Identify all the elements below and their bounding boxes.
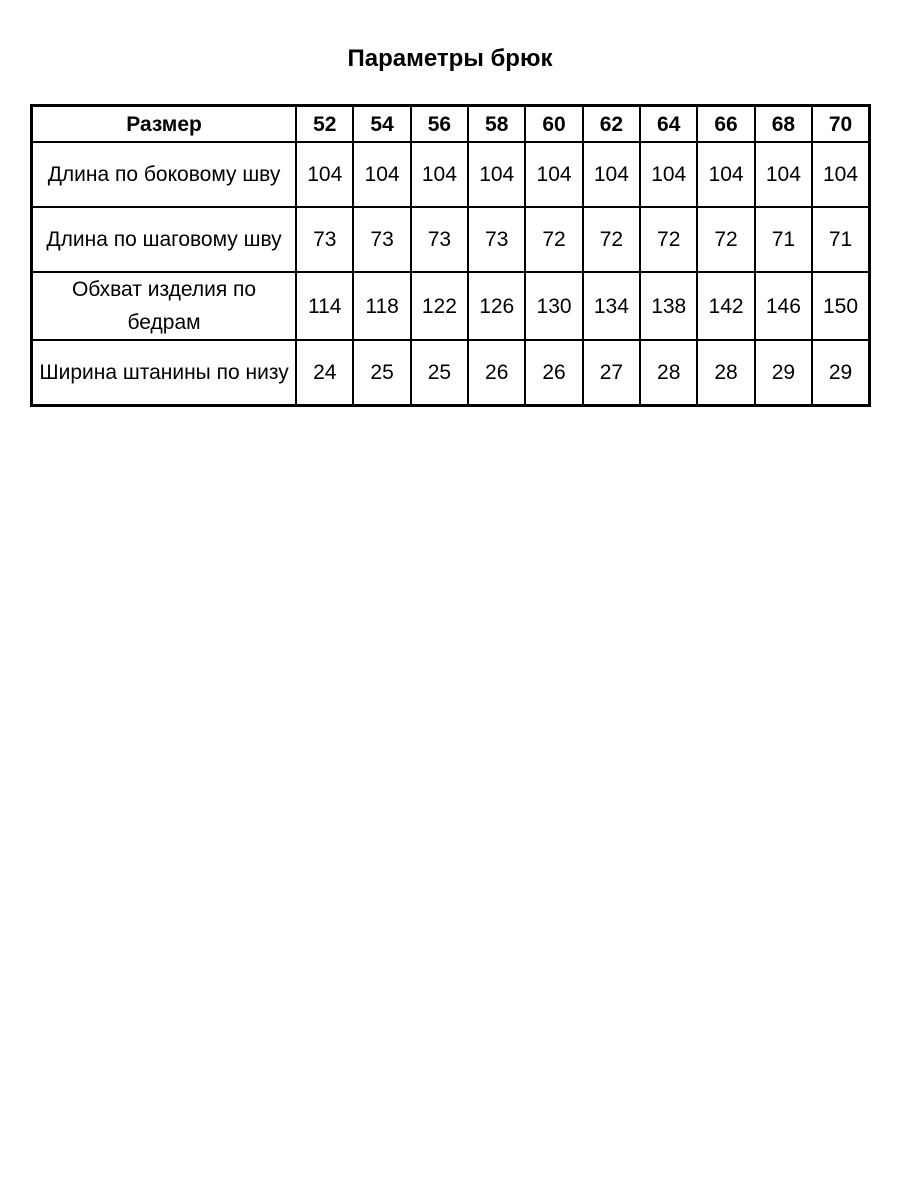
- value-cell: 130: [525, 272, 582, 340]
- value-cell: 104: [812, 142, 869, 207]
- value-cell: 73: [353, 207, 410, 272]
- size-header-cell: 54: [353, 106, 410, 143]
- value-cell: 28: [697, 340, 754, 406]
- value-cell: 26: [525, 340, 582, 406]
- value-cell: 104: [296, 142, 353, 207]
- table-row: [32, 340, 870, 406]
- table-row: [32, 142, 870, 207]
- value-cell: 28: [640, 340, 697, 406]
- value-cell: 73: [468, 207, 525, 272]
- size-header-cell: 52: [296, 106, 353, 143]
- value-cell: 150: [812, 272, 869, 340]
- value-cell: 104: [468, 142, 525, 207]
- value-cell: 104: [697, 142, 754, 207]
- value-cell: 118: [353, 272, 410, 340]
- table-row: [32, 272, 870, 340]
- value-cell: 26: [468, 340, 525, 406]
- size-header-cell: 70: [812, 106, 869, 143]
- value-cell: 138: [640, 272, 697, 340]
- size-header-cell: 62: [583, 106, 640, 143]
- value-cell: 72: [640, 207, 697, 272]
- value-cell: 134: [583, 272, 640, 340]
- value-cell: 29: [755, 340, 812, 406]
- value-cell: 104: [353, 142, 410, 207]
- header-label-cell: Размер: [32, 106, 297, 143]
- value-cell: 126: [468, 272, 525, 340]
- value-cell: 27: [583, 340, 640, 406]
- size-header-cell: 60: [525, 106, 582, 143]
- size-header-cell: 56: [411, 106, 468, 143]
- table-row: [32, 207, 870, 272]
- value-cell: 71: [812, 207, 869, 272]
- value-cell: 25: [411, 340, 468, 406]
- value-cell: 29: [812, 340, 869, 406]
- value-cell: 72: [525, 207, 582, 272]
- value-cell: 114: [296, 272, 353, 340]
- value-cell: 25: [353, 340, 410, 406]
- value-cell: 24: [296, 340, 353, 406]
- row-label-cell: Ширина штанины по низу: [32, 340, 297, 406]
- row-label-cell: Обхват изделия по бедрам: [32, 272, 297, 340]
- value-cell: 104: [411, 142, 468, 207]
- size-header-cell: 66: [697, 106, 754, 143]
- value-cell: 104: [755, 142, 812, 207]
- value-cell: 122: [411, 272, 468, 340]
- value-cell: 142: [697, 272, 754, 340]
- value-cell: 104: [583, 142, 640, 207]
- value-cell: 73: [411, 207, 468, 272]
- size-header-cell: 64: [640, 106, 697, 143]
- row-label-cell: Длина по боковому шву: [32, 142, 297, 207]
- value-cell: 104: [640, 142, 697, 207]
- value-cell: 72: [697, 207, 754, 272]
- value-cell: 73: [296, 207, 353, 272]
- value-cell: 71: [755, 207, 812, 272]
- header-row: [32, 106, 870, 143]
- value-cell: 104: [525, 142, 582, 207]
- size-header-cell: 68: [755, 106, 812, 143]
- size-header-cell: 58: [468, 106, 525, 143]
- row-label-cell: Длина по шаговому шву: [32, 207, 297, 272]
- page-title: Параметры брюк: [347, 45, 553, 72]
- size-chart-table: [30, 104, 871, 407]
- value-cell: 146: [755, 272, 812, 340]
- value-cell: 72: [583, 207, 640, 272]
